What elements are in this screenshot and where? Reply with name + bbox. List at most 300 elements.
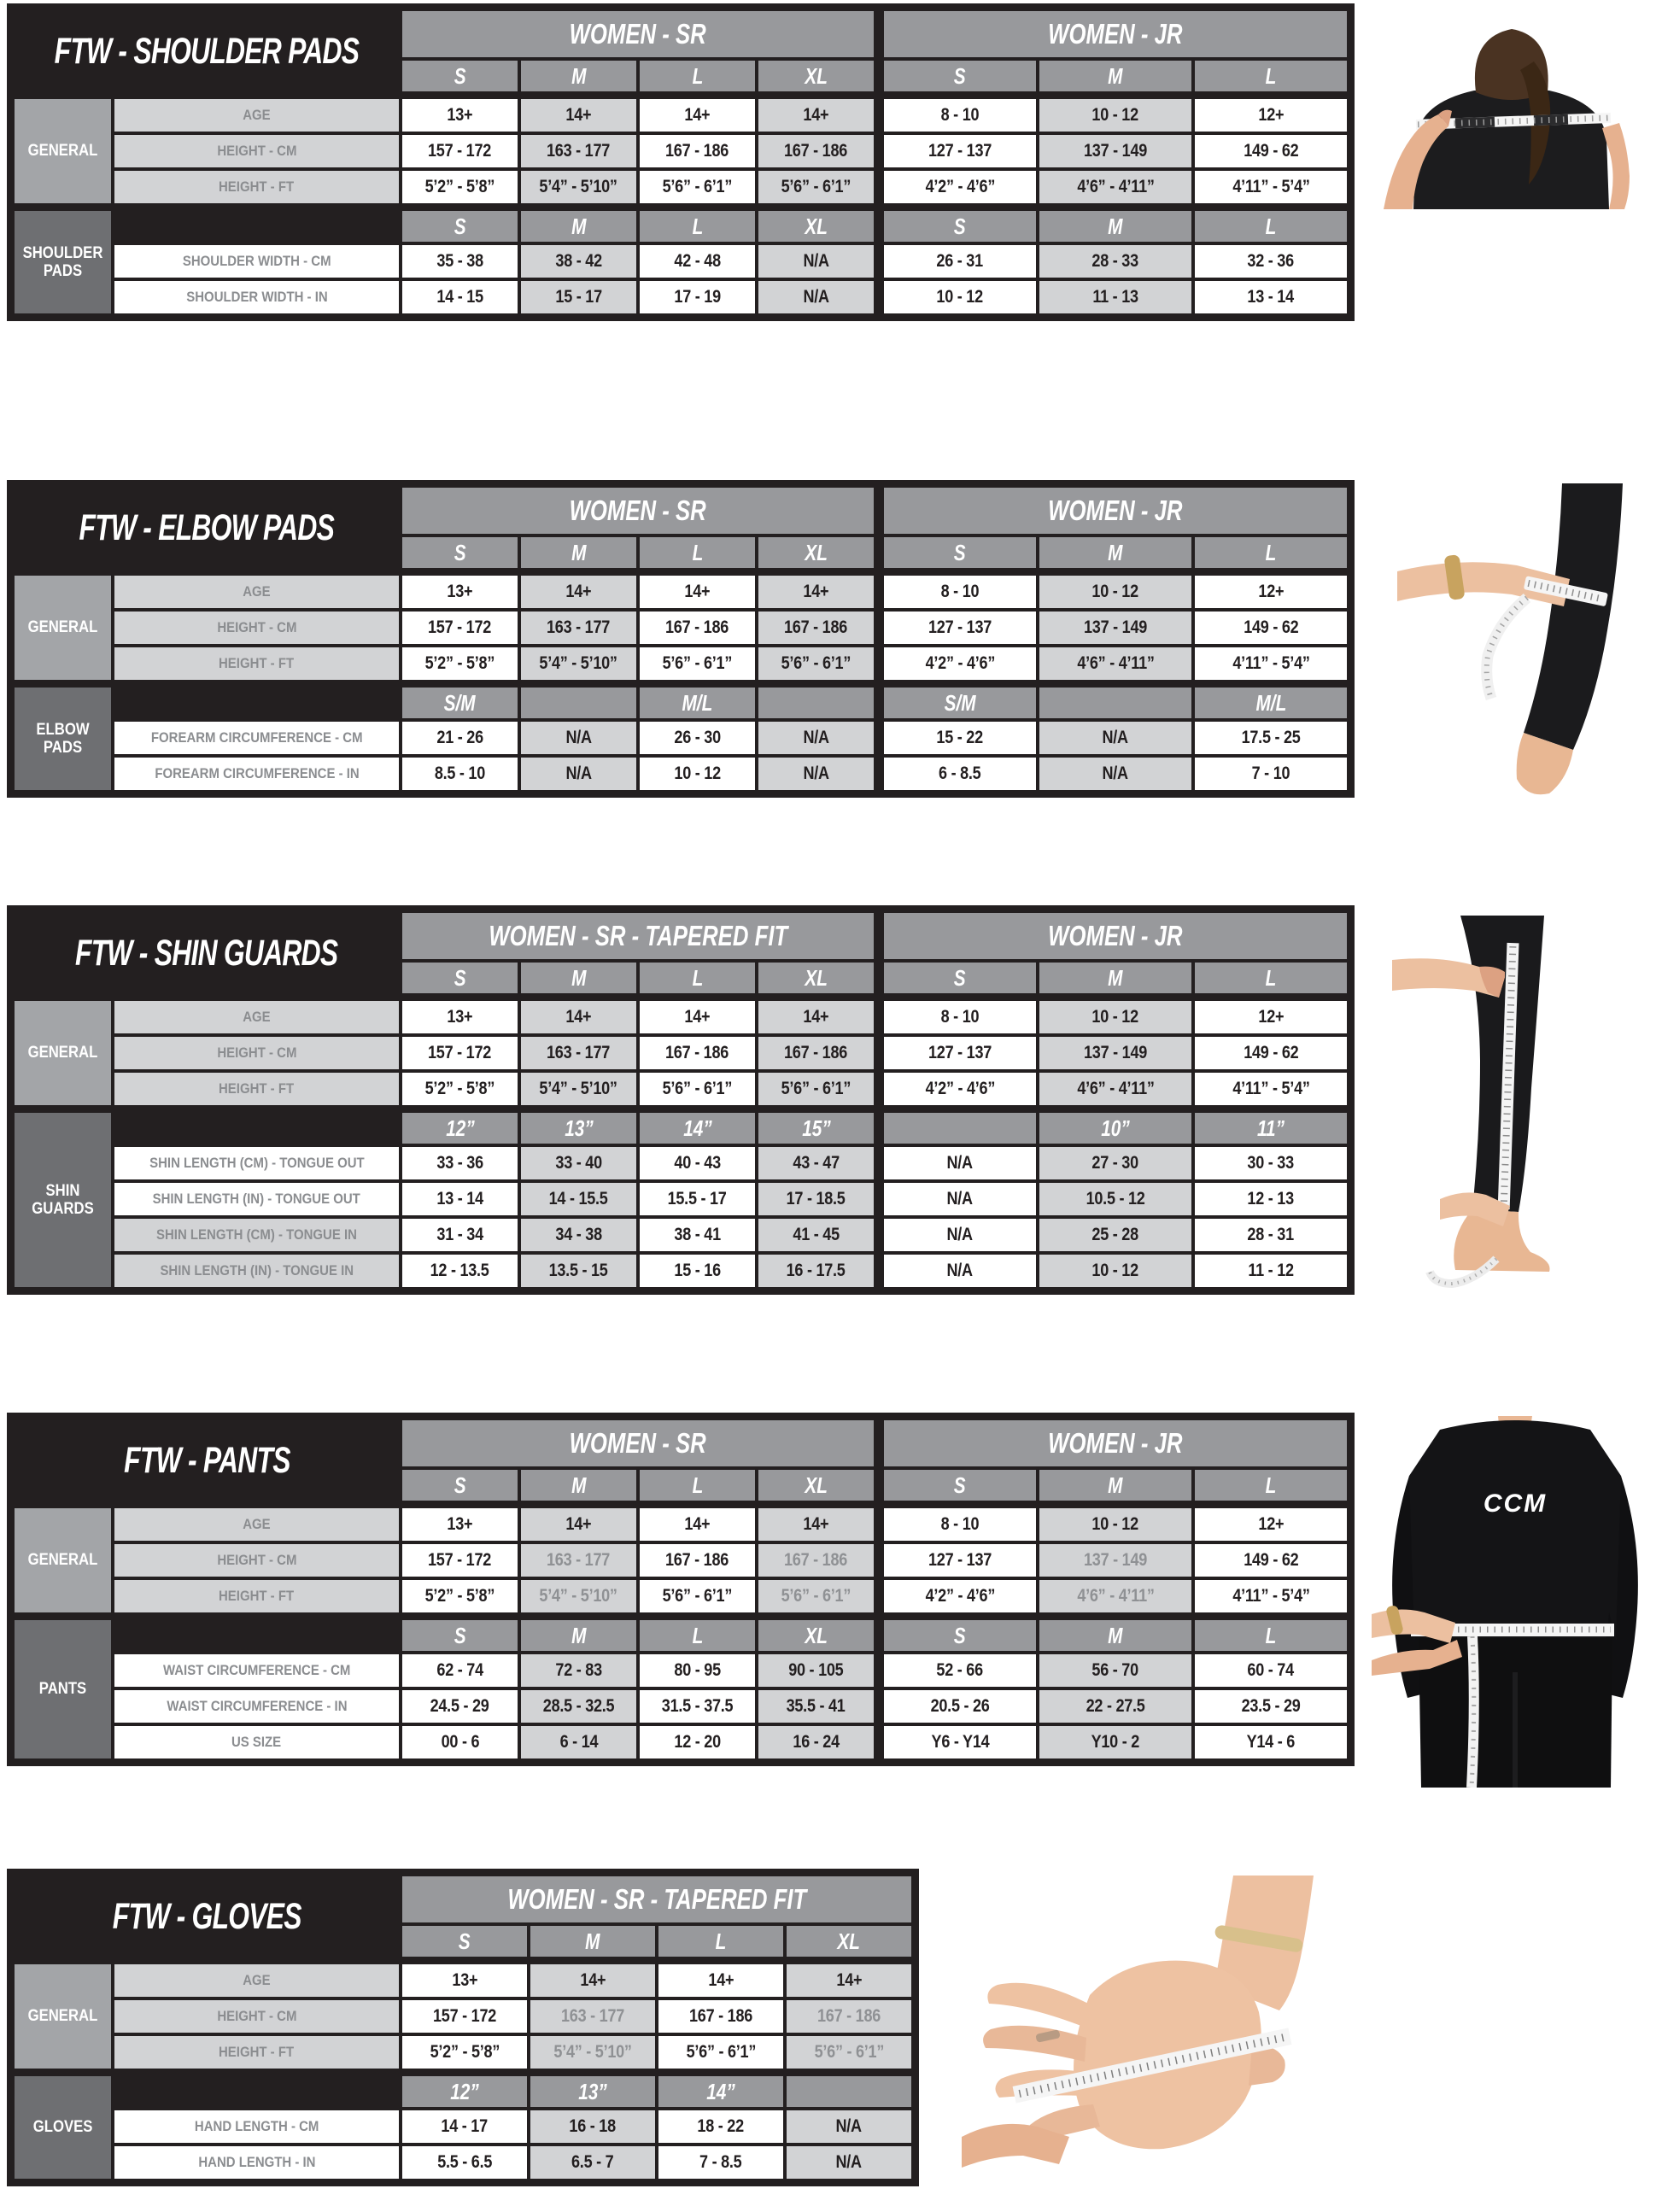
row-values	[402, 1147, 1347, 1179]
value-cell: 17 - 18.5	[758, 1183, 874, 1215]
value-cell: 4’11” - 5’4”	[1195, 647, 1347, 680]
table-row	[114, 99, 1347, 132]
size-header-row	[114, 1620, 1347, 1651]
value-cell: N/A	[758, 758, 874, 790]
group-header-women-jr: WOMEN - JR	[884, 913, 1347, 959]
value-cell: 17 - 19	[640, 281, 755, 313]
sizing-table-pants	[7, 1413, 1355, 1766]
size-header-cell: 10”	[1039, 1113, 1191, 1144]
general-section	[15, 1964, 911, 2069]
value-cell: 8 - 10	[884, 576, 1036, 608]
value-cell: N/A	[1039, 722, 1191, 754]
size-header-cell: M/L	[640, 688, 755, 718]
value-cell: 14+	[658, 1964, 783, 1997]
table-row	[114, 1255, 1347, 1287]
size-header-cell: 14”	[640, 1113, 755, 1144]
value-cell: 163 - 177	[530, 2000, 655, 2033]
row-values	[402, 1580, 1347, 1612]
row-values	[402, 1255, 1347, 1287]
value-cell: 157 - 172	[402, 2000, 527, 2033]
size-header-cell: M	[521, 1470, 636, 1501]
value-cell: Y6 - Y14	[884, 1726, 1036, 1758]
size-header-cell: M/L	[1195, 688, 1347, 718]
size-header-cell: S	[884, 963, 1036, 993]
value-cell: 167 - 186	[640, 612, 755, 644]
value-cell: 15 - 16	[640, 1255, 755, 1287]
value-cell: 11 - 12	[1195, 1255, 1347, 1287]
size-header-cell: S	[402, 537, 518, 568]
row-label: AGE	[114, 99, 399, 132]
size-header-cell: 15”	[758, 1113, 874, 1144]
size-header-cell: S	[402, 963, 518, 993]
value-cell: 167 - 186	[758, 1037, 874, 1069]
value-cell: 13+	[402, 1001, 518, 1033]
table-row	[114, 2000, 911, 2033]
table-row	[114, 1544, 1347, 1577]
row-values	[402, 99, 1347, 132]
table-row	[114, 758, 1347, 790]
table-row	[114, 1037, 1347, 1069]
row-values	[402, 1964, 911, 1997]
row-values	[402, 171, 1347, 203]
value-cell: 8 - 10	[884, 99, 1036, 132]
size-header-cell: L	[1195, 1620, 1347, 1651]
value-cell: 7 - 10	[1195, 758, 1347, 790]
value-cell: 33 - 40	[521, 1147, 636, 1179]
row-label: HAND LENGTH - IN	[114, 2146, 399, 2179]
size-header-row	[114, 211, 1347, 242]
value-cell: 6.5 - 7	[530, 2146, 655, 2179]
table-row	[114, 1508, 1347, 1541]
value-cell: 157 - 172	[402, 612, 518, 644]
value-cell: 13+	[402, 1508, 518, 1541]
row-values	[402, 2110, 911, 2143]
value-cell: 13+	[402, 576, 518, 608]
row-values	[402, 2000, 911, 2033]
row-label: AGE	[114, 1964, 399, 1997]
value-cell: 40 - 43	[640, 1147, 755, 1179]
table-row	[114, 2036, 911, 2069]
value-cell: 12+	[1195, 99, 1347, 132]
waist-circumference-measurement-photo	[1372, 1416, 1658, 1788]
size-header-cell: 11”	[1195, 1113, 1347, 1144]
row-label: FOREARM CIRCUMFERENCE - CM	[114, 722, 399, 754]
row-label: WAIST CIRCUMFERENCE - CM	[114, 1654, 399, 1687]
size-header-cell	[758, 688, 874, 718]
section-label-general: GENERAL	[15, 1964, 111, 2069]
row-label: AGE	[114, 1001, 399, 1033]
value-cell: 28 - 33	[1039, 245, 1191, 278]
row-label: HEIGHT - CM	[114, 612, 399, 644]
size-header-cell: L	[640, 1470, 755, 1501]
row-values	[402, 2036, 911, 2069]
value-cell: 5’2” - 5’8”	[402, 1073, 518, 1105]
value-cell: 167 - 186	[758, 612, 874, 644]
table-row	[114, 647, 1347, 680]
row-values	[402, 1654, 1347, 1687]
table-title: FTW - GLOVES	[112, 1895, 301, 1937]
size-header-cell: M	[521, 211, 636, 242]
table-row	[114, 722, 1347, 754]
value-cell: 13.5 - 15	[521, 1255, 636, 1287]
value-cell: 15 - 22	[884, 722, 1036, 754]
value-cell: 14+	[530, 1964, 655, 1997]
size-header-cell: L	[1195, 537, 1347, 568]
table-title: FTW - SHIN GUARDS	[75, 932, 338, 974]
row-values	[402, 1073, 1347, 1105]
row-label: HEIGHT - FT	[114, 1580, 399, 1612]
table-row	[114, 1580, 1347, 1612]
value-cell: 4’2” - 4’6”	[884, 1073, 1036, 1105]
value-cell: 137 - 149	[1039, 135, 1191, 167]
group-header-women-sr: WOMEN - SR - TAPERED FIT	[402, 1876, 911, 1922]
value-cell: 5’4” - 5’10”	[521, 1073, 636, 1105]
size-header-cell: S	[402, 1620, 518, 1651]
section-label-elbow-pads: ELBOW PADS	[15, 688, 111, 790]
group-header-women-sr: WOMEN - SR	[402, 1420, 874, 1466]
shirt-logo-text: CCM	[1483, 1489, 1548, 1518]
value-cell: 24.5 - 29	[402, 1690, 518, 1723]
size-header-cell: M	[1039, 1470, 1191, 1501]
value-cell: 163 - 177	[521, 612, 636, 644]
value-cell: 167 - 186	[640, 1544, 755, 1577]
row-label: HEIGHT - FT	[114, 1073, 399, 1105]
table-row	[114, 1726, 1347, 1758]
table-row	[114, 576, 1347, 608]
value-cell: 28 - 31	[1195, 1219, 1347, 1251]
row-label: HEIGHT - FT	[114, 171, 399, 203]
value-cell: 5’4” - 5’10”	[521, 171, 636, 203]
general-section	[15, 1001, 1347, 1105]
value-cell: N/A	[884, 1255, 1036, 1287]
product-section	[15, 2076, 911, 2179]
size-header-cell: L	[1195, 61, 1347, 91]
value-cell: 15.5 - 17	[640, 1183, 755, 1215]
value-cell: 14+	[521, 99, 636, 132]
value-cell: N/A	[884, 1147, 1036, 1179]
value-cell: 4’11” - 5’4”	[1195, 171, 1347, 203]
size-header-cell	[521, 688, 636, 718]
row-values	[402, 647, 1347, 680]
size-header-cell: M	[1039, 537, 1191, 568]
value-cell: 27 - 30	[1039, 1147, 1191, 1179]
value-cell: 31.5 - 37.5	[640, 1690, 755, 1723]
value-cell: 127 - 137	[884, 1037, 1036, 1069]
table-row	[114, 2146, 911, 2179]
value-cell: 14+	[758, 1001, 874, 1033]
size-header-cell: XL	[758, 61, 874, 91]
value-cell: 72 - 83	[521, 1654, 636, 1687]
shoulder-width-measurement-photo	[1366, 9, 1657, 209]
table-row	[114, 1654, 1347, 1687]
size-header-row	[114, 688, 1347, 718]
size-header-cell: L	[640, 537, 755, 568]
value-cell: 25 - 28	[1039, 1219, 1191, 1251]
value-cell: 137 - 149	[1039, 612, 1191, 644]
size-header-cell: S	[884, 211, 1036, 242]
value-cell: 21 - 26	[402, 722, 518, 754]
value-cell: 34 - 38	[521, 1219, 636, 1251]
value-cell: 7 - 8.5	[658, 2146, 783, 2179]
value-cell: 137 - 149	[1039, 1037, 1191, 1069]
size-header-cell: M	[530, 1926, 655, 1957]
group-header-women-jr: WOMEN - JR	[884, 488, 1347, 534]
group-header-women-jr: WOMEN - JR	[884, 11, 1347, 57]
sizing-table-shin-guards	[7, 905, 1355, 1295]
value-cell: 8.5 - 10	[402, 758, 518, 790]
value-cell: 14+	[640, 1001, 755, 1033]
value-cell: 6 - 14	[521, 1726, 636, 1758]
value-cell: N/A	[787, 2146, 911, 2179]
row-label: HEIGHT - CM	[114, 1544, 399, 1577]
value-cell: 167 - 186	[758, 1544, 874, 1577]
size-header-cell: S	[884, 1470, 1036, 1501]
size-header-cell: XL	[787, 1926, 911, 1957]
group-header-women-sr: WOMEN - SR	[402, 11, 874, 57]
size-header-cell: M	[521, 1620, 636, 1651]
row-label: AGE	[114, 1508, 399, 1541]
row-label: HEIGHT - FT	[114, 647, 399, 680]
row-values	[402, 1544, 1347, 1577]
value-cell: 14+	[521, 1001, 636, 1033]
row-values	[402, 1219, 1347, 1251]
value-cell: 13+	[402, 99, 518, 132]
row-values	[402, 576, 1347, 608]
value-cell: N/A	[884, 1183, 1036, 1215]
size-header-cell: L	[640, 963, 755, 993]
value-cell: 14+	[787, 1964, 911, 1997]
value-cell: 20.5 - 26	[884, 1690, 1036, 1723]
value-cell: 90 - 105	[758, 1654, 874, 1687]
value-cell: 5’6” - 6’1”	[640, 1073, 755, 1105]
value-cell: 13 - 14	[402, 1183, 518, 1215]
value-cell: 10 - 12	[884, 281, 1036, 313]
value-cell: 31 - 34	[402, 1219, 518, 1251]
size-header-cell: XL	[758, 1620, 874, 1651]
group-header-women-sr: WOMEN - SR - TAPERED FIT	[402, 913, 874, 959]
value-cell: 26 - 30	[640, 722, 755, 754]
value-cell: 23.5 - 29	[1195, 1690, 1347, 1723]
size-header-cell: S/M	[402, 688, 518, 718]
value-cell: 26 - 31	[884, 245, 1036, 278]
table-row	[114, 2110, 911, 2143]
row-values	[402, 1001, 1347, 1033]
section-label-general: GENERAL	[15, 1001, 111, 1105]
value-cell: 167 - 186	[640, 1037, 755, 1069]
value-cell: 5’6” - 6’1”	[758, 1073, 874, 1105]
value-cell: 4’2” - 4’6”	[884, 647, 1036, 680]
size-header-cell: M	[1039, 1620, 1191, 1651]
general-section	[15, 1508, 1347, 1612]
row-label: HEIGHT - FT	[114, 2036, 399, 2069]
section-label-shoulder-pads: SHOULDER PADS	[15, 211, 111, 313]
size-header-cell: M	[1039, 211, 1191, 242]
value-cell: N/A	[758, 722, 874, 754]
size-header-cell: S	[884, 1620, 1036, 1651]
value-cell: 4’6” - 4’11”	[1039, 647, 1191, 680]
value-cell: 16 - 17.5	[758, 1255, 874, 1287]
row-label: HEIGHT - CM	[114, 1037, 399, 1069]
size-header-row	[402, 1926, 911, 1957]
value-cell: 4’6” - 4’11”	[1039, 171, 1191, 203]
size-header-cell: M	[521, 537, 636, 568]
value-cell: 14 - 15.5	[521, 1183, 636, 1215]
sizing-table-elbow-pads	[7, 480, 1355, 798]
value-cell: 14+	[758, 1508, 874, 1541]
row-label: HEIGHT - CM	[114, 2000, 399, 2033]
product-section	[15, 1620, 1347, 1758]
value-cell: 5’6” - 6’1”	[640, 171, 755, 203]
row-label: HEIGHT - CM	[114, 135, 399, 167]
size-header-cell: S	[884, 537, 1036, 568]
value-cell: 80 - 95	[640, 1654, 755, 1687]
size-header-cell	[787, 2076, 911, 2107]
value-cell: N/A	[884, 1219, 1036, 1251]
row-values	[402, 1690, 1347, 1723]
row-values	[402, 2146, 911, 2179]
size-header-row	[402, 963, 1347, 993]
size-header-cell: XL	[758, 211, 874, 242]
value-cell: 157 - 172	[402, 1037, 518, 1069]
value-cell: 127 - 137	[884, 1544, 1036, 1577]
value-cell: N/A	[758, 281, 874, 313]
row-label: US SIZE	[114, 1726, 399, 1758]
value-cell: 41 - 45	[758, 1219, 874, 1251]
row-label: SHOULDER WIDTH - IN	[114, 281, 399, 313]
value-cell: 10 - 12	[1039, 99, 1191, 132]
value-cell: 167 - 186	[658, 2000, 783, 2033]
row-label: AGE	[114, 576, 399, 608]
value-cell: 38 - 42	[521, 245, 636, 278]
group-header-women-jr: WOMEN - JR	[884, 1420, 1347, 1466]
row-label: HAND LENGTH - CM	[114, 2110, 399, 2143]
table-row	[114, 1964, 911, 1997]
value-cell: 10 - 12	[1039, 1001, 1191, 1033]
table-row	[114, 1073, 1347, 1105]
row-label: FOREARM CIRCUMFERENCE - IN	[114, 758, 399, 790]
value-cell: 10 - 12	[640, 758, 755, 790]
value-cell: 12 - 20	[640, 1726, 755, 1758]
product-section	[15, 211, 1347, 313]
product-section	[15, 688, 1347, 790]
size-header-cell: L	[1195, 211, 1347, 242]
value-cell: 4’11” - 5’4”	[1195, 1073, 1347, 1105]
value-cell: 18 - 22	[658, 2110, 783, 2143]
row-values	[402, 1183, 1347, 1215]
hand-length-measurement-photo	[962, 1876, 1393, 2200]
value-cell: 5’4” - 5’10”	[521, 1580, 636, 1612]
value-cell: 38 - 41	[640, 1219, 755, 1251]
size-header-cell: S/M	[884, 688, 1036, 718]
size-header-cell: L	[640, 1620, 755, 1651]
value-cell: 14 - 17	[402, 2110, 527, 2143]
size-header-cell: L	[658, 1926, 783, 1957]
row-label: WAIST CIRCUMFERENCE - IN	[114, 1690, 399, 1723]
size-header-cell: M	[1039, 61, 1191, 91]
value-cell: 5’4” - 5’10”	[521, 647, 636, 680]
value-cell: 32 - 36	[1195, 245, 1347, 278]
value-cell: 149 - 62	[1195, 135, 1347, 167]
value-cell: 56 - 70	[1039, 1654, 1191, 1687]
row-label: SHIN LENGTH (IN) - TONGUE OUT	[114, 1183, 399, 1215]
table-row	[114, 245, 1347, 278]
value-cell: 14+	[758, 576, 874, 608]
value-cell: 4’11” - 5’4”	[1195, 1580, 1347, 1612]
group-header-women-sr: WOMEN - SR	[402, 488, 874, 534]
value-cell: 43 - 47	[758, 1147, 874, 1179]
table-row	[114, 135, 1347, 167]
row-label: SHOULDER WIDTH - CM	[114, 245, 399, 278]
section-label-general: GENERAL	[15, 1508, 111, 1612]
value-cell: 8 - 10	[884, 1508, 1036, 1541]
value-cell: 4’6” - 4’11”	[1039, 1580, 1191, 1612]
size-header-row	[402, 61, 1347, 91]
size-header-cell: S	[402, 1470, 518, 1501]
size-header-cell	[1039, 688, 1191, 718]
value-cell: 33 - 36	[402, 1147, 518, 1179]
value-cell: 12 - 13.5	[402, 1255, 518, 1287]
value-cell: 14+	[521, 1508, 636, 1541]
table-row	[114, 1147, 1347, 1179]
general-section	[15, 99, 1347, 203]
forearm-circumference-measurement-photo	[1397, 483, 1653, 812]
value-cell: 163 - 177	[521, 1037, 636, 1069]
value-cell: 35.5 - 41	[758, 1690, 874, 1723]
value-cell: 167 - 186	[758, 135, 874, 167]
size-header-cell: S	[402, 211, 518, 242]
size-header-cell: L	[1195, 963, 1347, 993]
table-header	[15, 488, 1347, 568]
row-values	[402, 1037, 1347, 1069]
size-header-cell: S	[402, 1926, 527, 1957]
size-header-cell: L	[1195, 1470, 1347, 1501]
value-cell: 35 - 38	[402, 245, 518, 278]
shin-length-measurement-photo	[1392, 916, 1606, 1296]
table-header	[15, 1420, 1347, 1501]
value-cell: 157 - 172	[402, 1544, 518, 1577]
value-cell: 30 - 33	[1195, 1147, 1347, 1179]
value-cell: 12+	[1195, 1001, 1347, 1033]
size-header-cell: S	[402, 61, 518, 91]
value-cell: 14+	[758, 99, 874, 132]
value-cell: N/A	[1039, 758, 1191, 790]
section-label-shin-guards: SHIN GUARDS	[15, 1113, 111, 1287]
row-label: SHIN LENGTH (CM) - TONGUE OUT	[114, 1147, 399, 1179]
product-section	[15, 1113, 1347, 1287]
row-values	[402, 758, 1347, 790]
row-values	[402, 612, 1347, 644]
value-cell: 15 - 17	[521, 281, 636, 313]
table-header	[15, 11, 1347, 91]
value-cell: 163 - 177	[521, 1544, 636, 1577]
value-cell: N/A	[521, 758, 636, 790]
size-header-cell: M	[521, 963, 636, 993]
value-cell: 127 - 137	[884, 612, 1036, 644]
table-title: FTW - PANTS	[123, 1439, 290, 1481]
section-label-general: GENERAL	[15, 99, 111, 203]
value-cell: 42 - 48	[640, 245, 755, 278]
table-row	[114, 1219, 1347, 1251]
table-row	[114, 1001, 1347, 1033]
value-cell: 5’6” - 6’1”	[640, 1580, 755, 1612]
value-cell: 14+	[640, 99, 755, 132]
value-cell: 14 - 15	[402, 281, 518, 313]
row-label: SHIN LENGTH (IN) - TONGUE IN	[114, 1255, 399, 1287]
value-cell: 5.5 - 6.5	[402, 2146, 527, 2179]
size-header-row	[402, 1470, 1347, 1501]
size-header-row	[114, 2076, 911, 2107]
value-cell: 5’6” - 6’1”	[758, 171, 874, 203]
